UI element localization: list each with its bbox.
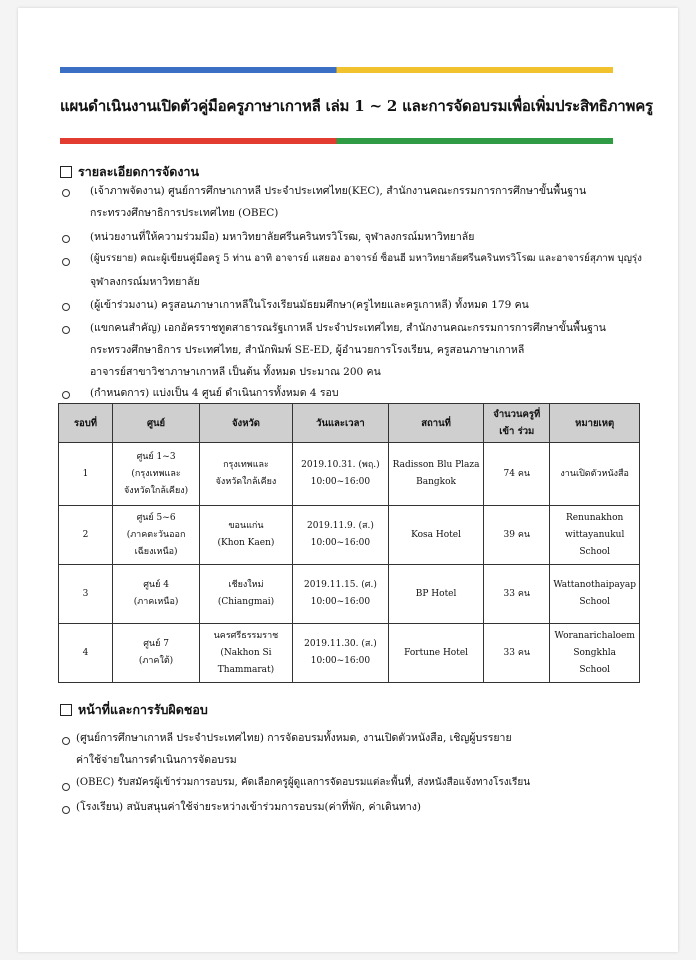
cell-venue: Fortune Hotel	[389, 624, 484, 683]
section-heading-responsibilities: หน้าที่และการรับผิดชอบ	[60, 700, 208, 720]
bullet-circle-icon	[62, 326, 70, 334]
cell-round: 3	[59, 565, 113, 624]
cell-datetime: 2019.11.9. (ส.) 10:00~16:00	[292, 506, 388, 565]
column-header-note: หมายเหตุ	[550, 404, 640, 443]
bullet-circle-icon	[62, 783, 70, 791]
cell-venue: Kosa Hotel	[389, 506, 484, 565]
detail-line: (เจ้าภาพจัดงาน) ศูนย์การศึกษาเกาหลี ประจำประเทศไทย(KEC), สำนักงานคณะกรรมการการศึกษาขั้นพื้นฐาน	[90, 185, 587, 197]
table-row	[59, 443, 640, 506]
cell-note: Woranarichaloem Songkhla School	[550, 624, 640, 683]
detail-line: (ผู้เข้าร่วมงาน) ครูสอนภาษาเกาหลีในโรงเรียนมัธยมศึกษา(ครูไทยและครูเกาหลี) ทั้งหมด 179 คน	[90, 299, 529, 311]
column-header-teacher-count: จำนวนครูที่เข้า ร่วม	[484, 404, 550, 443]
cell-venue: BP Hotel	[389, 565, 484, 624]
detail-line: อาจารย์สาขาวิชาภาษาเกาหลี เป็นต้น ทั้งหมด ประมาณ 200 คน	[90, 366, 381, 378]
cell-teacher-count: 39 คน	[484, 506, 550, 565]
detail-line: (หน่วยงานที่ให้ความร่วมมือ) มหาวิทยาลัยศรีนครินทรวิโรฒ, จุฬาลงกรณ์มหาวิทยาลัย	[90, 231, 475, 243]
table-row	[59, 506, 640, 565]
cell-center: ศูนย์ 4 (ภาคเหนือ)	[113, 565, 200, 624]
bullet-circle-icon	[62, 806, 70, 814]
cell-round: 2	[59, 506, 113, 565]
cell-province: เชียงใหม่ (Chiangmai)	[200, 565, 293, 624]
responsibility-line: (โรงเรียน) สนับสนุนค่าใช้จ่ายระหว่างเข้าร่วมการอบรม(ค่าที่พัก, ค่าเดินทาง)	[76, 801, 421, 813]
table-header-row	[59, 404, 640, 443]
column-header-center: ศูนย์	[113, 404, 200, 443]
cell-venue: Radisson Blu Plaza Bangkok	[389, 443, 484, 506]
bullet-circle-icon	[62, 737, 70, 745]
table-row	[59, 624, 640, 683]
bullet-circle-icon	[62, 189, 70, 197]
checkbox-square-icon	[60, 166, 72, 178]
column-header-province: จังหวัด	[200, 404, 293, 443]
detail-line: (ผู้บรรยาย) คณะผู้เขียนคู่มือครู 5 ท่าน อาทิ อาจารย์ แสยอง อาจารย์ ซ็อนฮี มหาวิทยาลัยศรีนครินทรวิโรฒ และอาจารย์สุภาพ บุญรุ่ง	[90, 253, 642, 264]
cell-round: 1	[59, 443, 113, 506]
schedule-table	[58, 403, 640, 683]
detail-line: กระทรวงศึกษาธิการประเทศไทย (OBEC)	[90, 207, 279, 219]
cell-datetime: 2019.10.31. (พฤ.) 10:00~16:00	[292, 443, 388, 506]
checkbox-square-icon	[60, 704, 72, 716]
column-header-datetime: วันและเวลา	[292, 404, 388, 443]
cell-teacher-count: 33 คน	[484, 624, 550, 683]
responsibility-line: (ศูนย์การศึกษาเกาหลี ประจำประเทศไทย) การจัดอบรมทั้งหมด, งานเปิดตัวหนังสือ, เชิญผู้บรรยาย	[76, 732, 512, 744]
cell-center: ศูนย์ 7 (ภาคใต้)	[113, 624, 200, 683]
responsibility-line: ค่าใช้จ่ายในการดำเนินการจัดอบรม	[76, 754, 237, 766]
cell-province: กรุงเทพและ จังหวัดใกล้เคียง	[200, 443, 293, 506]
cell-center: ศูนย์ 1~3 (กรุงเทพและ จังหวัดใกล้เคียง)	[113, 443, 200, 506]
cell-round: 4	[59, 624, 113, 683]
decorative-color-bar-top	[60, 67, 613, 73]
decorative-color-bar-bottom	[60, 138, 613, 144]
bullet-circle-icon	[62, 258, 70, 266]
cell-center: ศูนย์ 5~6 (ภาคตะวันออก เฉียงเหนือ)	[113, 506, 200, 565]
responsibility-line: (OBEC) รับสมัครผู้เข้าร่วมการอบรม, คัดเลือกครูผู้ดูแลการจัดอบรมแต่ละพื้นที่, ส่งหนังสือแจ้งทางโรงเรียน	[76, 777, 531, 788]
cell-province: นครศรีธรรมราช (Nakhon Si Thammarat)	[200, 624, 293, 683]
cell-note: Wattanothaipayap School	[550, 565, 640, 624]
cell-note: Renunakhon wittayanukul School	[550, 506, 640, 565]
detail-line: กระทรวงศึกษาธิการ ประเทศไทย, สำนักพิมพ์ SE-ED, ผู้อำนวยการโรงเรียน, ครูสอนภาษาเกาหลี	[90, 344, 525, 356]
document-title: แผนดำเนินงานเปิดตัวคู่มือครูภาษาเกาหลี เล่ม 1 ~ 2 และการจัดอบรมเพื่อเพิ่มประสิทธิภาพครู	[60, 97, 653, 115]
bullet-circle-icon	[62, 303, 70, 311]
column-header-venue: สถานที่	[389, 404, 484, 443]
detail-line: จุฬาลงกรณ์มหาวิทยาลัย	[90, 276, 200, 288]
cell-teacher-count: 33 คน	[484, 565, 550, 624]
cell-datetime: 2019.11.15. (ศ.) 10:00~16:00	[292, 565, 388, 624]
column-header-round: รอบที่	[59, 404, 113, 443]
detail-line: (กำหนดการ) แบ่งเป็น 4 ศูนย์ ดำเนินการทั้งหมด 4 รอบ	[90, 387, 339, 399]
bullet-circle-icon	[62, 235, 70, 243]
cell-teacher-count: 74 คน	[484, 443, 550, 506]
detail-line: (แขกคนสำคัญ) เอกอัครราชทูตสาธารณรัฐเกาหลี ประจำประเทศไทย, สำนักงานคณะกรรมการการศึกษาขั้นพื้นฐาน	[90, 322, 606, 334]
table-row	[59, 565, 640, 624]
cell-datetime: 2019.11.30. (ส.) 10:00~16:00	[292, 624, 388, 683]
cell-note: งานเปิดตัวหนังสือ	[550, 443, 640, 506]
cell-province: ขอนแก่น (Khon Kaen)	[200, 506, 293, 565]
section-heading-details: รายละเอียดการจัดงาน	[60, 162, 199, 182]
bullet-circle-icon	[62, 391, 70, 399]
